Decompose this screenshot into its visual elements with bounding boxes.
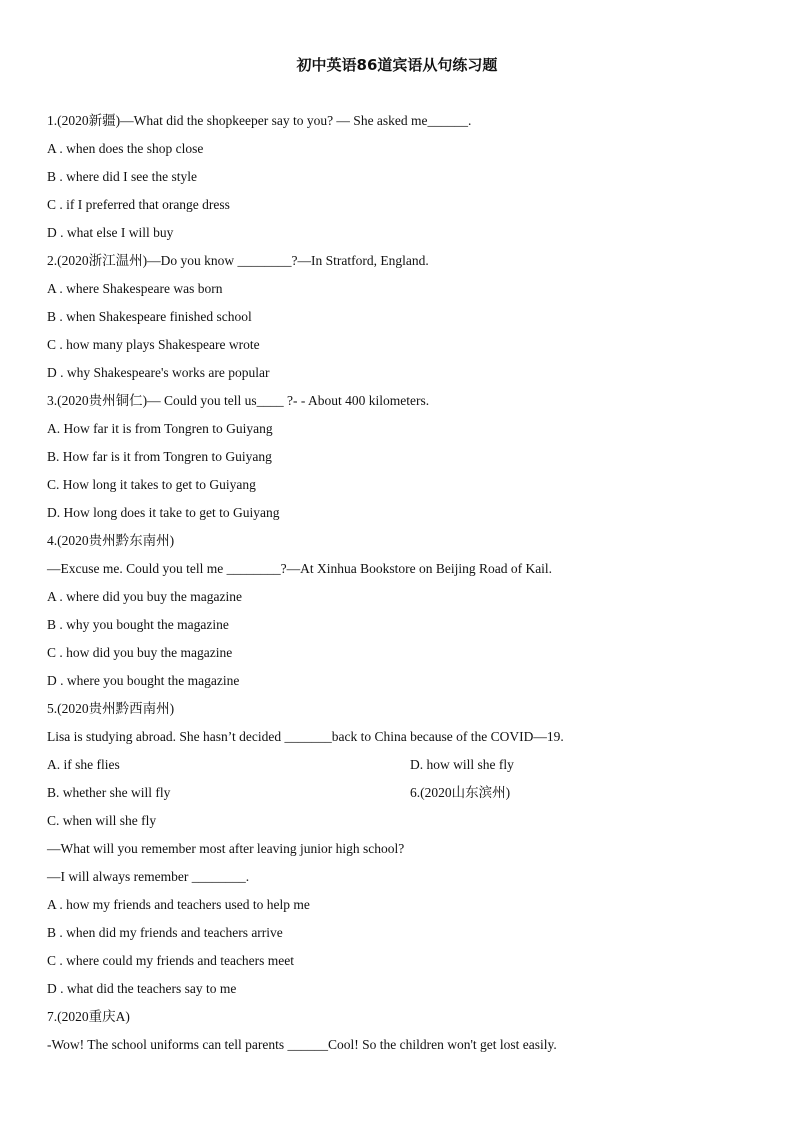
q5-option-d: D. how will she fly (410, 757, 514, 772)
q1-option-b: B . where did I see the style (47, 169, 197, 184)
q7-stem: -Wow! The school uniforms can tell parents ______Cool! So the children won't get lost easily. (47, 1037, 557, 1052)
q3-option-a: A. How far it is from Tongren to Guiyang (47, 421, 273, 436)
q6-option-c: C . where could my friends and teachers meet (47, 953, 295, 968)
q7-source: 7.(2020重庆A) (47, 1009, 130, 1024)
q3-stem: 3.(2020贵州铜仁)— Could you tell us____ ?- - About 400 kilometers. (47, 393, 430, 408)
q6-option-b: B . when did my friends and teachers arrive (47, 925, 283, 940)
q4-option-a: A . where did you buy the magazine (47, 589, 242, 604)
q4-source: 4.(2020贵州黔东南州) (47, 533, 175, 548)
page-title: 初中英语86道宾语从句练习题 (296, 56, 498, 74)
q5-stem: Lisa is studying abroad. She hasn’t decided _______back to China because of the COVID—19. (47, 729, 564, 744)
q6-option-d: D . what did the teachers say to me (47, 981, 237, 996)
q1-option-c: C . if I preferred that orange dress (47, 197, 230, 212)
q6-line-2: —I will always remember ________. (47, 869, 250, 884)
q2-stem: 2.(2020浙江温州)—Do you know ________?—In Stratford, England. (47, 253, 429, 268)
q1-stem: 1.(2020新疆)—What did the shopkeeper say to you? — She asked me______. (47, 113, 472, 128)
q4-option-b: B . why you bought the magazine (47, 617, 229, 632)
q2-option-d: D . why Shakespeare's works are popular (47, 365, 270, 380)
q5-source: 5.(2020贵州黔西南州) (47, 701, 175, 716)
q6-line-1: —What will you remember most after leaving junior high school? (47, 841, 405, 856)
q2-option-c: C . how many plays Shakespeare wrote (47, 337, 260, 352)
q3-option-b: B. How far is it from Tongren to Guiyang (47, 449, 272, 464)
q5-option-a: A. if she flies (47, 757, 120, 772)
q4-stem: —Excuse me. Could you tell me ________?—At Xinhua Bookstore on Beijing Road of Kail. (47, 561, 553, 576)
q4-option-d: D . where you bought the magazine (47, 673, 240, 688)
q3-option-d: D. How long does it take to get to Guiyang (47, 505, 280, 520)
q1-option-d: D . what else I will buy (47, 225, 174, 240)
q1-option-a: A . when does the shop close (47, 141, 204, 156)
q4-option-c: C . how did you buy the magazine (47, 645, 233, 660)
q6-source: 6.(2020山东滨州) (410, 785, 511, 800)
q5-option-b: B. whether she will fly (47, 785, 171, 800)
q6-option-a: A . how my friends and teachers used to help me (47, 897, 310, 912)
q3-option-c: C. How long it takes to get to Guiyang (47, 477, 256, 492)
q2-option-b: B . when Shakespeare finished school (47, 309, 252, 324)
q5-option-c: C. when will she fly (47, 813, 157, 828)
q2-option-a: A . where Shakespeare was born (47, 281, 223, 296)
